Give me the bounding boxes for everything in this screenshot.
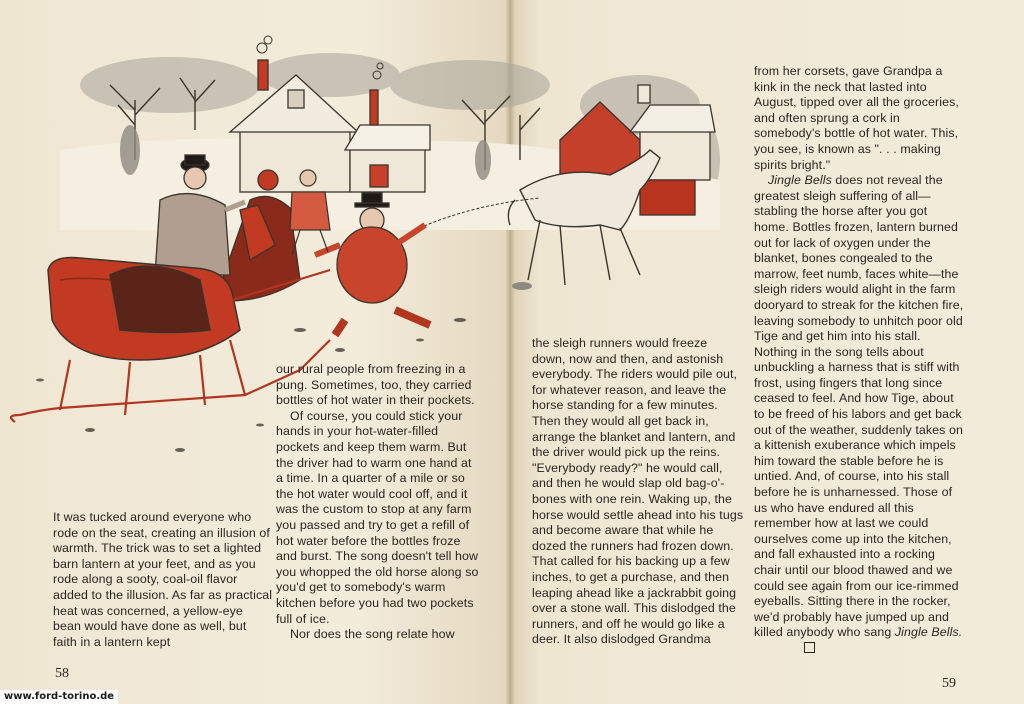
text-column-3 (532, 336, 744, 648)
column-4-paragraph-2 (754, 173, 964, 656)
page-number-left: 58 (55, 666, 69, 681)
column-4-paragraph-1: from her corsets, gave Grandpa a kink in the neck that lasted into August, tipped over all the groceries, and often sprung a cork in somebody's bottle of hot water. This, you see, is known as ". . . making spirits bright." (754, 64, 959, 172)
column-2-paragraph-1: our rural people from freezing in a pung. Sometimes, too, they carried bottles of hot water in their pockets. (276, 362, 475, 408)
song-title-jingle-bells-end: Jingle Bells. (894, 625, 963, 640)
text-column-2 (276, 362, 481, 643)
column-2-paragraph-3: Nor does the song relate how (290, 627, 455, 642)
end-mark-square-icon (804, 642, 815, 653)
page-number-right: 59 (942, 676, 956, 691)
column-4-paragraph-2-text: does not reveal the greatest sleigh suffering of all—stabling the horse after you got home. Bottles frozen, lantern burned out for lack of oxygen under the blanket, bones congealed to the marrow, feet numb, faces white—the sleigh riders would alight in the farm dooryard to streak for the kitchen fire, leaving somebody to unhitch poor old Tige and get him into his stall. Nothing in the song tells about unbuckling a harness that is stiff with frost, using fingers that long since ceased to feel. And how Tige, about to be freed of his labors and get back out of the weather, suddenly takes on a kittenish exuberance which impels him toward the stable before he is untied. And, of course, into his stall before he is unharnessed. Those of us who have endured all this remember how at last we could ourselves come up into the kitchen, and fall exhausted into a rocking chair until our blood thawed and we could see again from our ice-rimmed eyeballs. Sitting there in the rocker, we'd probably have jumped up and killed anybody who sang (754, 173, 964, 640)
text-column-4 (754, 64, 964, 657)
text-column-1 (53, 510, 273, 650)
site-watermark: www.ford-torino.de (0, 690, 118, 704)
column-3-paragraph: the sleigh runners would freeze down, now and then, and astonish everybody. The riders would pile out, for whatever reason, and leave the horse standing for a few minutes. Then they would all get back in, arrange the blanket and lantern, and the driver would pick up the reins. "Everybody ready?" he would call, and then he would slap old bag-o'-bones with one rein. Waking up, the horse would settle ahead into his tugs and become aware that while he dozed the runners had frozen down. That called for his backing up a few inches, to get a purchase, and then leaping ahead like a jackrabbit going over a stone wall. This dislodged the runners, and off he would go like a deer. It also dislodged Grandma (532, 336, 744, 647)
song-title-jingle-bells: Jingle Bells (768, 173, 832, 188)
column-2-paragraph-2: Of course, you could stick your hands in your hot-water-filled pockets and keep them warm. But the driver had to warm one hand at a time. In a quarter of a mile or so the hot water would cool off, and it was the custom to stop at any farm you passed and try to get a refill of hot water before the bottles froze and burst. The song doesn't tell how you whopped the old horse along so you'd get to somebody's warm kitchen before you had two pockets full of ice. (276, 408, 479, 626)
column-1-paragraph: It was tucked around everyone who rode on the seat, creating an illusion of warmth. The trick was to set a lighted barn lantern at your feet, and as you rode along a sooty, coal-oil flavor added to the illusion. As far as practical heat was concerned, a yellow-eye bean would have done as well, but faith in a lantern kept (53, 510, 273, 649)
